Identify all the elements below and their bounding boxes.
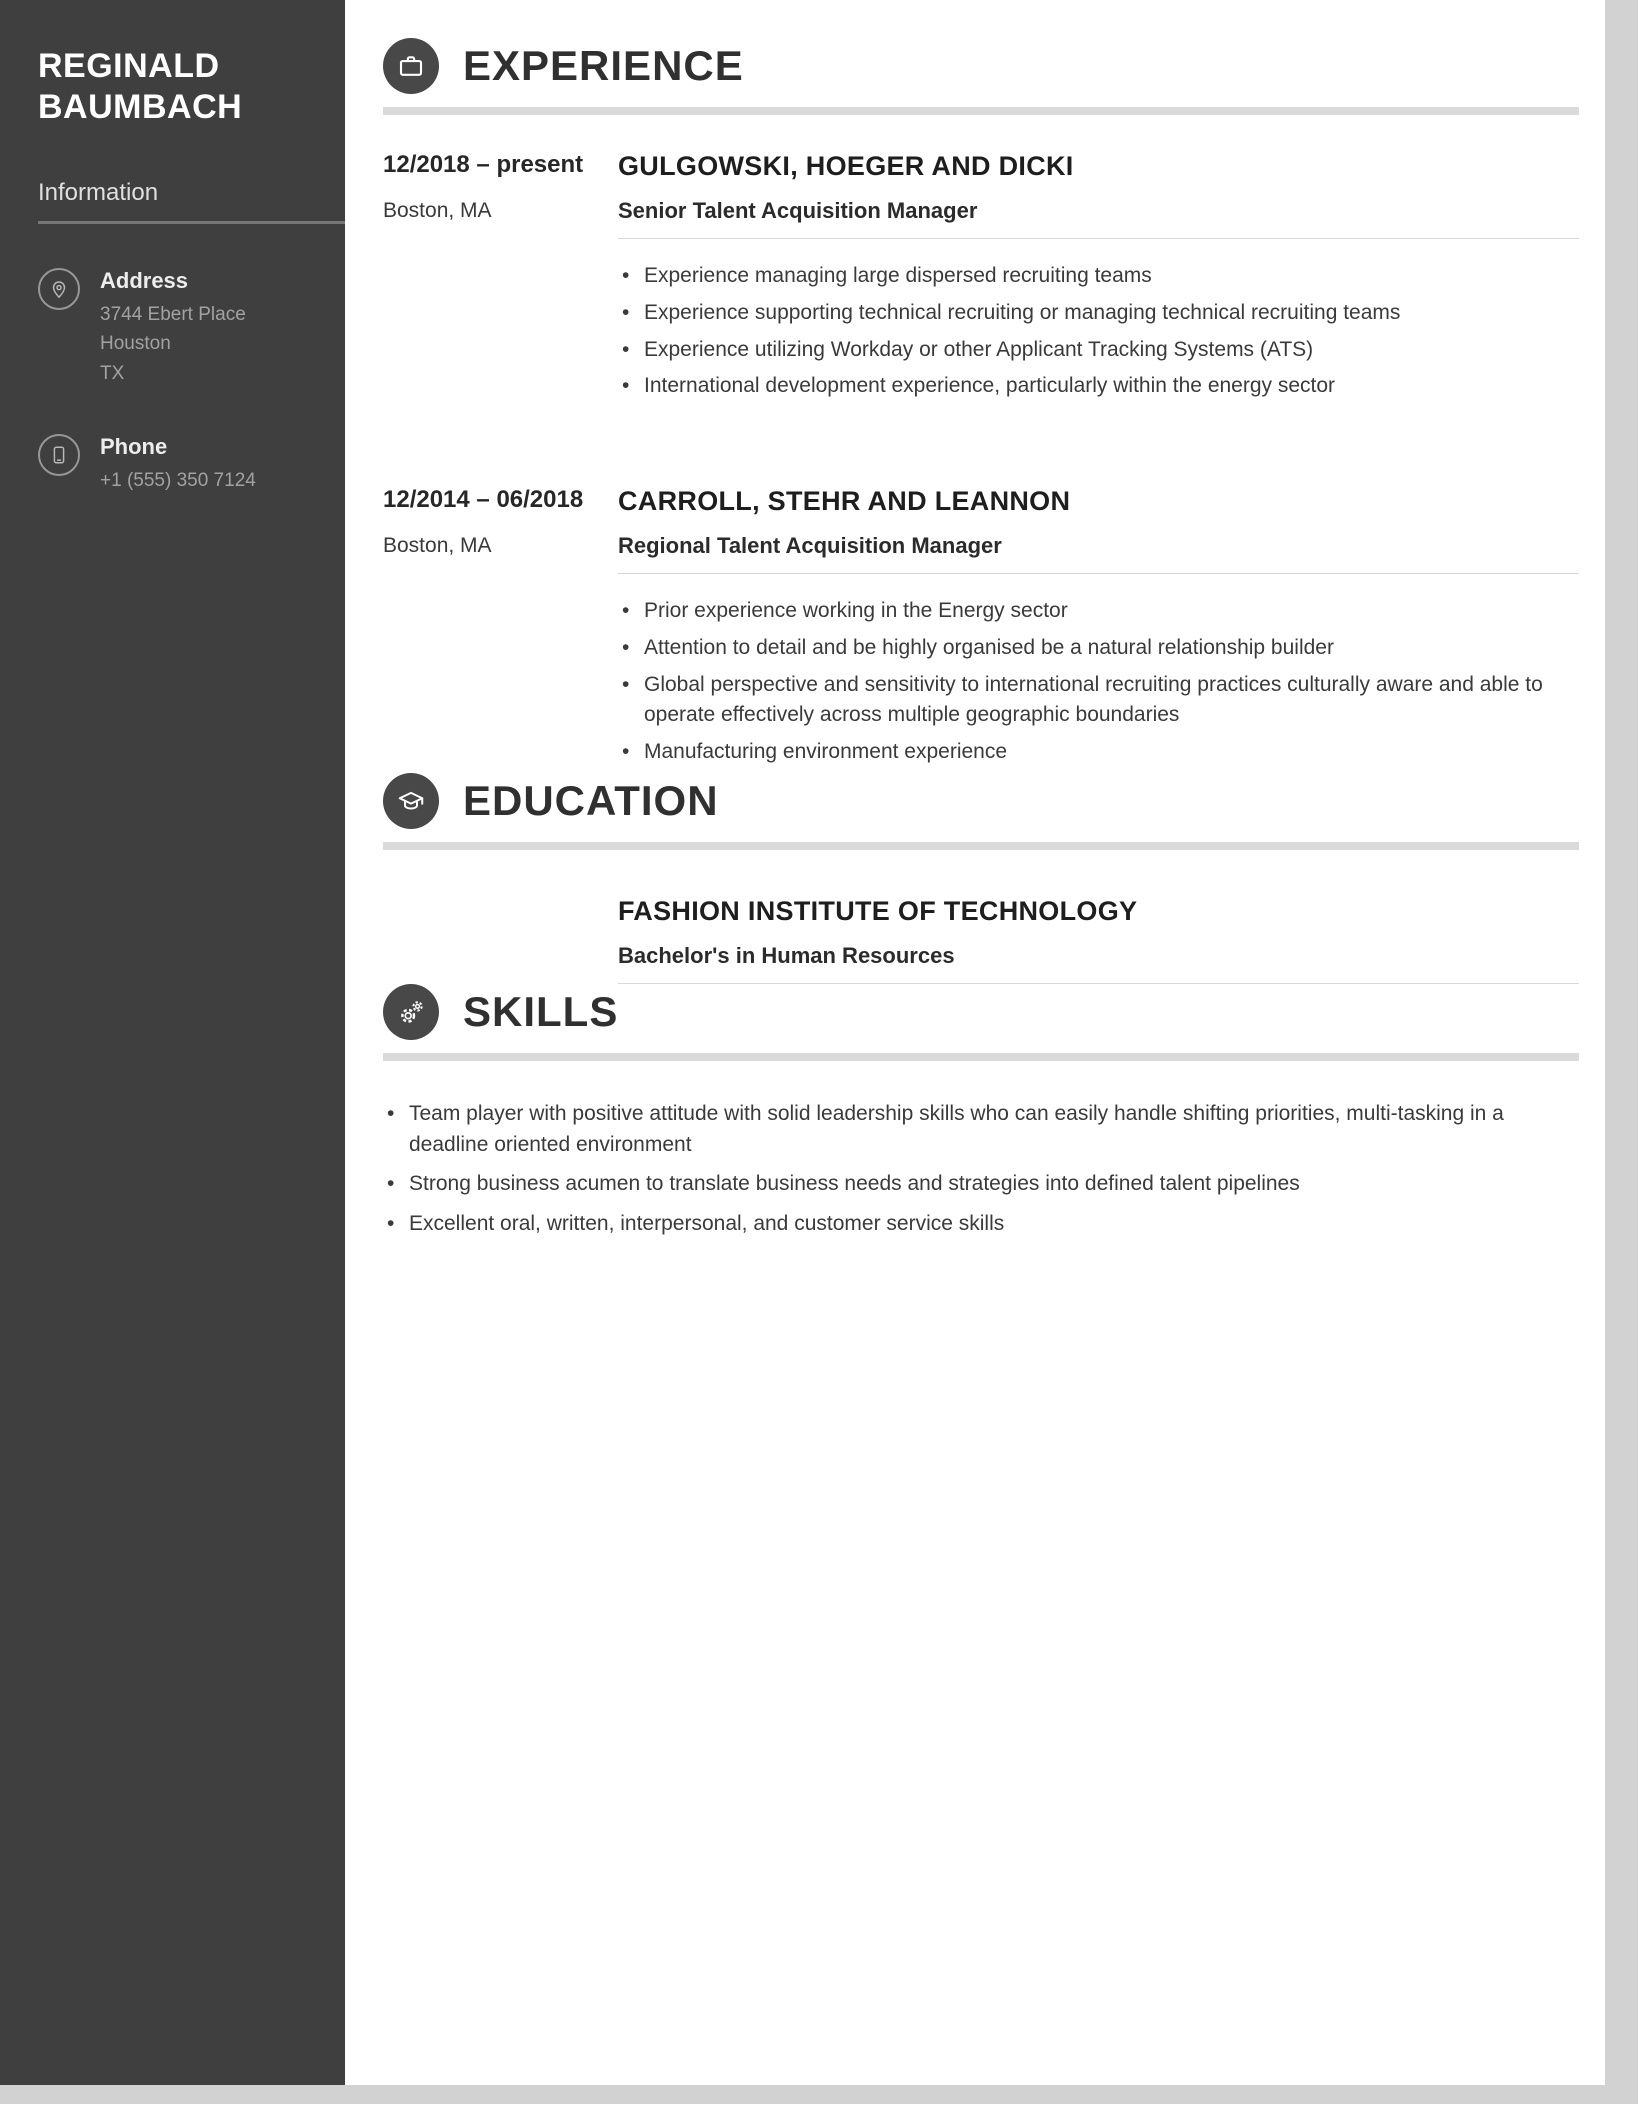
entry-dates: 12/2018 – present	[383, 151, 584, 178]
briefcase-icon	[383, 38, 439, 94]
bullet-item: • Experience utilizing Workday or other Applicant Tracking Systems (ATS)	[618, 335, 1579, 365]
entry-divider	[618, 238, 1579, 239]
entry-meta	[383, 151, 618, 408]
information-heading: Information	[38, 178, 159, 206]
bullet-item: • Experience supporting technical recruiting or managing technical recruiting teams	[618, 298, 1579, 328]
entry-company: GULGOWSKI, HOEGER AND DICKI	[618, 151, 1074, 181]
entry-meta	[383, 486, 618, 773]
phone-label: Phone	[100, 433, 168, 459]
entry-body	[618, 486, 1579, 773]
section-underline	[383, 107, 1579, 115]
bullet-item: • Attention to detail and be highly organised be a natural relationship builder	[618, 633, 1579, 663]
skills-title: SKILLS	[463, 988, 619, 1036]
skill-item: • Team player with positive attitude with solid leadership skills who can easily handle shifting priorities, multi-tasking in a deadline oriented environment	[383, 1099, 1573, 1160]
address-block	[100, 268, 246, 390]
entry-role: Regional Talent Acquisition Manager	[618, 533, 1002, 559]
bullet-item: • Global perspective and sensitivity to international recruiting practices culturally aware and able to operate effectively across multiple geographic boundaries	[618, 670, 1579, 730]
candidate-name	[38, 46, 309, 129]
address-item	[38, 268, 309, 390]
education-section	[383, 773, 1579, 984]
phone-icon	[38, 434, 80, 476]
entry-bullets	[618, 596, 1579, 766]
skill-item: • Strong business acumen to translate business needs and strategies into defined talent pipelines	[383, 1169, 1573, 1199]
entry-divider	[618, 573, 1579, 574]
skills-list	[383, 1099, 1579, 1239]
main-content	[345, 0, 1605, 2085]
phone-value: +1 (555) 350 7124	[100, 469, 256, 491]
address-line: Houston	[100, 333, 171, 355]
entry-location: Boston, MA	[383, 534, 492, 558]
address-line: 3744 Ebert Place	[100, 303, 246, 325]
degree-name: Bachelor's in Human Resources	[618, 943, 955, 969]
location-pin-icon	[38, 268, 80, 310]
section-underline	[383, 1053, 1579, 1061]
experience-entry	[383, 151, 1579, 408]
candidate-first-name: REGINALD	[38, 47, 220, 85]
sidebar-divider	[38, 221, 345, 224]
entry-dates: 12/2014 – 06/2018	[383, 486, 584, 514]
phone-block	[100, 434, 256, 495]
experience-entry	[383, 486, 1579, 773]
gears-icon	[383, 984, 439, 1040]
school-name: FASHION INSTITUTE OF TECHNOLOGY	[618, 896, 1138, 927]
sidebar	[0, 0, 345, 2085]
entry-body	[618, 151, 1579, 408]
education-header	[383, 773, 1579, 829]
bullet-item: • Experience managing large dispersed recruiting teams	[618, 261, 1579, 291]
bullet-item: • International development experience, particularly within the energy sector	[618, 371, 1579, 401]
entry-bullets	[618, 261, 1579, 401]
experience-title: EXPERIENCE	[463, 42, 744, 89]
address-lines	[100, 301, 246, 388]
address-label: Address	[100, 267, 189, 293]
entry-company: CARROLL, STEHR AND LEANNON	[618, 486, 1071, 517]
bullet-item: • Prior experience working in the Energy sector	[618, 596, 1579, 626]
education-entry	[618, 896, 1579, 984]
experience-header	[383, 38, 1579, 94]
candidate-last-name: BAUMBACH	[38, 88, 243, 127]
experience-section	[383, 38, 1579, 773]
entry-role: Senior Talent Acquisition Manager	[618, 198, 978, 223]
skill-item: • Excellent oral, written, interpersonal, and customer service skills	[383, 1209, 1573, 1239]
education-title: EDUCATION	[463, 777, 719, 825]
bullet-item: • Manufacturing environment experience	[618, 737, 1579, 767]
section-underline	[383, 842, 1579, 850]
entry-location: Boston, MA	[383, 199, 492, 222]
skills-header	[383, 984, 1579, 1040]
address-line: TX	[100, 363, 125, 385]
graduation-cap-icon	[383, 773, 439, 829]
skills-section	[383, 984, 1579, 1239]
phone-item	[38, 434, 309, 495]
